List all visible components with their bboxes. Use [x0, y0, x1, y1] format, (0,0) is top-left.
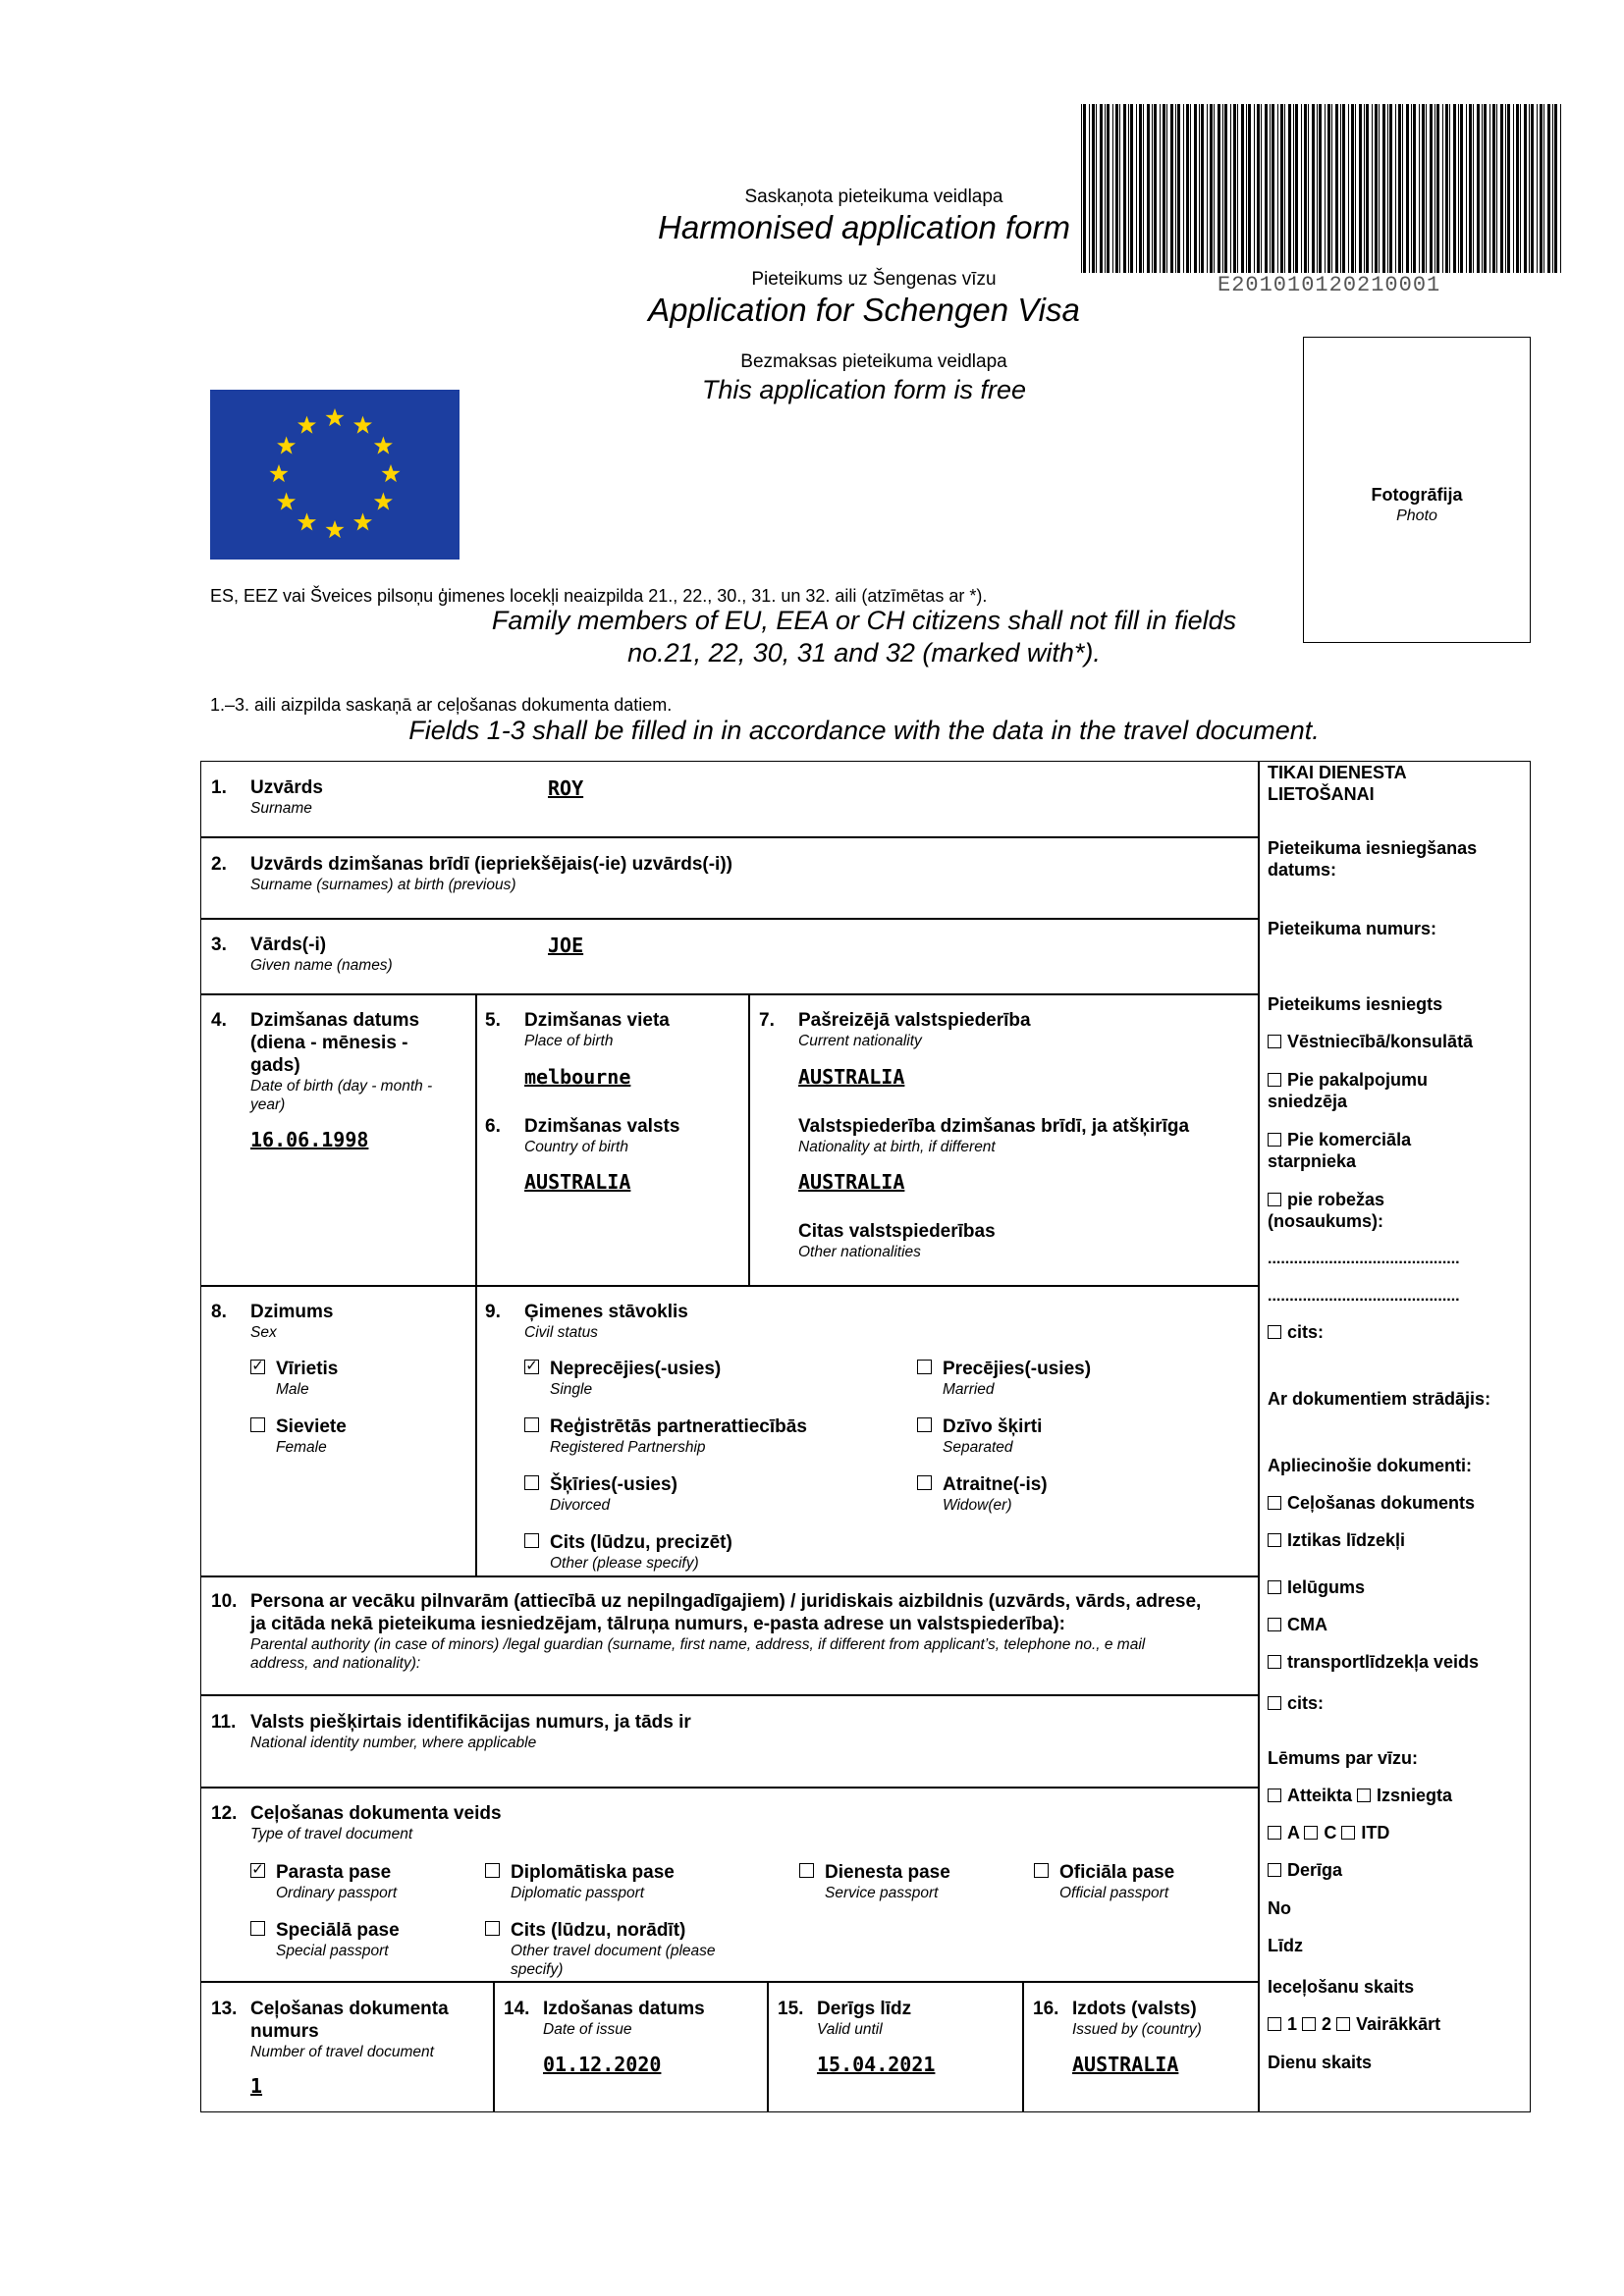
special-passport-checkbox[interactable]: [250, 1921, 265, 1936]
sidebar-transport[interactable]: transportlīdzekļa veids: [1268, 1651, 1479, 1674]
field-11-label: Valsts piešķirtais identifikācijas numurs, ja tāds ir: [250, 1712, 691, 1733]
sidebar-travel-doc[interactable]: Ceļošanas dokuments: [1268, 1492, 1475, 1515]
sidebar-entries: Ieceļošanu skaits: [1268, 1977, 1415, 1997]
field-10-sublabel-2: address, and nationality):: [250, 1655, 421, 1672]
valid-checkbox[interactable]: [1268, 1863, 1281, 1877]
diplomatic-passport-sublabel: Diplomatic passport: [511, 1885, 645, 1901]
sidebar-provider[interactable]: Pie pakalpojumu: [1268, 1069, 1428, 1092]
civil-other-sublabel: Other (please specify): [550, 1555, 699, 1572]
field-5-number: 5.: [485, 1010, 501, 1031]
sidebar-dots-1: ............................................: [1268, 1251, 1460, 1267]
field-15-sublabel: Valid until: [817, 2021, 883, 2038]
field-13-number: 13.: [211, 1999, 238, 2019]
field-14-label: Izdošanas datums: [543, 1999, 705, 2019]
sidebar-supporting: Apliecinošie dokumenti:: [1268, 1456, 1473, 1475]
field-1-number: 1.: [211, 777, 227, 798]
fields-note-lv: 1.–3. aili aizpilda saskaņā ar ceļošanas dokumenta datiem.: [210, 695, 673, 715]
field-4-sublabel-2: year): [250, 1096, 286, 1113]
sidebar-means[interactable]: Iztikas līdzekļi: [1268, 1529, 1405, 1552]
travel-document-number-value[interactable]: 1: [250, 2074, 263, 2098]
field-2-sublabel: Surname (surnames) at birth (previous): [250, 877, 516, 893]
service-passport-label: Dienesta pase: [825, 1862, 950, 1883]
entries-multiple-checkbox[interactable]: [1336, 2017, 1350, 2031]
nationality-at-birth-label: Valstspiederība dzimšanas brīdī, ja atšķirīga: [798, 1116, 1190, 1137]
field-4-number: 4.: [211, 1010, 227, 1031]
single-sublabel: Single: [550, 1381, 593, 1398]
issued-by-value[interactable]: AUSTRALIA: [1072, 2053, 1179, 2076]
surname-value[interactable]: ROY: [548, 776, 584, 800]
sidebar-date-2: datums:: [1268, 860, 1337, 880]
sidebar-handled: Ar dokumentiem strādājis:: [1268, 1389, 1491, 1409]
field-1-label: Uzvārds: [250, 777, 323, 798]
border-checkbox[interactable]: [1268, 1193, 1281, 1206]
civil-other-checkbox[interactable]: [524, 1533, 539, 1548]
other-nationalities-label: Citas valstspiederības: [798, 1221, 996, 1242]
male-sublabel: Male: [276, 1381, 309, 1398]
field-8-sublabel: Sex: [250, 1324, 277, 1341]
female-sublabel: Female: [276, 1439, 327, 1456]
divorced-label: Šķīries(-usies): [550, 1474, 677, 1495]
sidebar-decision-options[interactable]: Atteikta Izsniegta: [1268, 1785, 1452, 1807]
sidebar-intermediary[interactable]: Pie komerciāla: [1268, 1129, 1411, 1151]
field-3-number: 3.: [211, 934, 227, 955]
country-of-birth-value[interactable]: AUSTRALIA: [524, 1170, 631, 1194]
sidebar-dots-2: ............................................: [1268, 1288, 1460, 1305]
ordinary-passport-checkbox[interactable]: ✓: [251, 1861, 264, 1878]
registered-partnership-sublabel: Registered Partnership: [550, 1439, 706, 1456]
transport-checkbox[interactable]: [1268, 1655, 1281, 1669]
single-label: Neprecējies(-usies): [550, 1359, 722, 1379]
widow-sublabel: Widow(er): [943, 1497, 1012, 1514]
field-12-label: Ceļošanas dokumenta veids: [250, 1803, 502, 1824]
photo-label: Fotogrāfija: [1371, 485, 1463, 505]
date-of-issue-value[interactable]: 01.12.2020: [543, 2053, 662, 2076]
field-1-sublabel: Surname: [250, 800, 312, 817]
sidebar-date-1: Pieteikuma iesniegšanas: [1268, 838, 1478, 858]
refused-checkbox[interactable]: [1268, 1789, 1281, 1802]
other-document-sublabel-2: specify): [511, 1961, 564, 1978]
form-grid: [200, 761, 1531, 2112]
photo-sublabel: Photo: [1396, 507, 1437, 524]
ordinary-passport-sublabel: Ordinary passport: [276, 1885, 398, 1901]
field-9-label: Ģimenes stāvoklis: [524, 1302, 688, 1322]
field-4-label-3: gads): [250, 1055, 300, 1076]
official-passport-label: Oficiāla pase: [1059, 1862, 1175, 1883]
sidebar-decision: Lēmums par vīzu:: [1268, 1748, 1419, 1768]
sidebar-valid[interactable]: Derīga: [1268, 1859, 1342, 1882]
sidebar-invitation[interactable]: Ielūgums: [1268, 1576, 1365, 1599]
place-of-birth-value[interactable]: melbourne: [524, 1065, 631, 1089]
invitation-checkbox[interactable]: [1268, 1580, 1281, 1594]
special-passport-label: Speciālā pase: [276, 1920, 400, 1941]
provider-checkbox[interactable]: [1268, 1073, 1281, 1087]
fields-note-en: Fields 1-3 shall be filled in in accordance with the data in the travel document.: [408, 716, 1320, 745]
intermediary-checkbox[interactable]: [1268, 1133, 1281, 1147]
nationality-at-birth-value[interactable]: AUSTRALIA: [798, 1170, 905, 1194]
type-c-checkbox[interactable]: [1304, 1826, 1318, 1840]
sidebar-other-1[interactable]: cits:: [1268, 1321, 1324, 1344]
field-2-number: 2.: [211, 854, 227, 875]
field-10-number: 10.: [211, 1591, 238, 1612]
sidebar-cma[interactable]: CMA: [1268, 1614, 1327, 1636]
nationality-at-birth-sublabel: Nationality at birth, if different: [798, 1139, 996, 1155]
divorced-checkbox[interactable]: [524, 1475, 539, 1490]
valid-until-value[interactable]: 15.04.2021: [817, 2053, 936, 2076]
eu-flag-icon: [210, 390, 460, 560]
date-of-birth-value[interactable]: 16.06.1998: [250, 1128, 369, 1151]
sidebar-provider-2: sniedzēja: [1268, 1092, 1348, 1111]
field-8-label: Dzimums: [250, 1302, 334, 1322]
special-passport-sublabel: Special passport: [276, 1943, 389, 1959]
header-lv3: Bezmaksas pieteikuma veidlapa: [740, 351, 1007, 372]
sidebar-intermediary-2: starpnieka: [1268, 1151, 1357, 1171]
field-4-label-1: Dzimšanas datums: [250, 1010, 420, 1031]
official-passport-checkbox[interactable]: [1034, 1863, 1049, 1878]
field-14-sublabel: Date of issue: [543, 2021, 632, 2038]
header-subtitle: Application for Schengen Visa: [648, 292, 1080, 328]
barcode-number: E201010120210001: [1218, 273, 1441, 297]
field-4-label-2: (diena - mēnesis -: [250, 1033, 408, 1053]
sidebar-other-2[interactable]: cits:: [1268, 1692, 1324, 1715]
field-10-label-2: ja citāda nekā pieteikuma iesniedzējam, tālruņa numurs, e-pasta adrese un valstspiederība):: [250, 1614, 1065, 1634]
male-checkbox[interactable]: ✓: [251, 1358, 264, 1374]
field-13-sublabel: Number of travel document: [250, 2044, 434, 2060]
married-label: Precējies(-usies): [943, 1359, 1092, 1379]
field-7-number: 7.: [759, 1010, 775, 1031]
given-name-value[interactable]: JOE: [548, 934, 584, 957]
married-sublabel: Married: [943, 1381, 995, 1398]
field-11-number: 11.: [211, 1712, 237, 1733]
female-checkbox[interactable]: [250, 1417, 265, 1432]
field-8-number: 8.: [211, 1302, 227, 1322]
field-9-number: 9.: [485, 1302, 501, 1322]
registered-partnership-label: Reģistrētās partnerattiecībās: [550, 1416, 807, 1437]
service-passport-sublabel: Service passport: [825, 1885, 939, 1901]
sidebar-until: Līdz: [1268, 1936, 1303, 1955]
entries-2-checkbox[interactable]: [1302, 2017, 1316, 2031]
current-nationality-value[interactable]: AUSTRALIA: [798, 1065, 905, 1089]
field-5-label: Dzimšanas vieta: [524, 1010, 670, 1031]
field-4-sublabel-1: Date of birth (day - month -: [250, 1078, 433, 1095]
barcode: [1081, 104, 1562, 273]
field-13-label-2: numurs: [250, 2021, 319, 2042]
service-passport-checkbox[interactable]: [799, 1863, 814, 1878]
sidebar-embassy[interactable]: Vēstniecībā/konsulātā: [1268, 1031, 1473, 1053]
means-checkbox[interactable]: [1268, 1533, 1281, 1547]
sidebar-border-2: (nosaukums):: [1268, 1211, 1384, 1231]
separated-label: Dzīvo šķirti: [943, 1416, 1043, 1437]
civil-other-label: Cits (lūdzu, precizēt): [550, 1532, 732, 1553]
issued-checkbox[interactable]: [1357, 1789, 1371, 1802]
field-6-sublabel: Country of birth: [524, 1139, 628, 1155]
photo-box: [1303, 337, 1531, 643]
sidebar-entries-options[interactable]: 1 2 Vairākkārt: [1268, 2013, 1440, 2036]
field-14-number: 14.: [504, 1999, 530, 2019]
header-free: This application form is free: [701, 375, 1027, 404]
field-12-sublabel: Type of travel document: [250, 1826, 413, 1842]
field-10-sublabel-1: Parental authority (in case of minors) /legal guardian (surname, first name, address, if different from applicant’s, telephone no., e mail: [250, 1636, 1146, 1653]
sidebar-application-number: Pieteikuma numurs:: [1268, 919, 1437, 938]
field-15-number: 15.: [778, 1999, 804, 2019]
travel-doc-checkbox[interactable]: [1268, 1496, 1281, 1510]
type-itd-checkbox[interactable]: [1341, 1826, 1355, 1840]
diplomatic-passport-checkbox[interactable]: [485, 1863, 500, 1878]
field-13-label-1: Ceļošanas dokumenta: [250, 1999, 449, 2019]
widow-checkbox[interactable]: [917, 1475, 932, 1490]
field-6-label: Dzimšanas valsts: [524, 1116, 680, 1137]
field-7-sublabel: Current nationality: [798, 1033, 922, 1049]
field-9-sublabel: Civil status: [524, 1324, 598, 1341]
field-5-sublabel: Place of birth: [524, 1033, 614, 1049]
field-2-label: Uzvārds dzimšanas brīdī (iepriekšējais(-ie) uzvārds(-i)): [250, 854, 732, 875]
field-7-label: Pašreizējā valstspiederība: [798, 1010, 1031, 1031]
sidebar-from: No: [1268, 1898, 1291, 1918]
registered-partnership-checkbox[interactable]: [524, 1417, 539, 1432]
ordinary-passport-label: Parasta pase: [276, 1862, 392, 1883]
field-3-label: Vārds(-i): [250, 934, 327, 955]
field-16-label: Izdots (valsts): [1072, 1999, 1197, 2019]
other-document-sublabel-1: Other travel document (please: [511, 1943, 716, 1959]
embassy-checkbox[interactable]: [1268, 1035, 1281, 1048]
sidebar-days: Dienu skaits: [1268, 2053, 1373, 2072]
other-nationalities-sublabel: Other nationalities: [798, 1244, 921, 1260]
field-12-number: 12.: [211, 1803, 238, 1824]
field-6-number: 6.: [485, 1116, 501, 1137]
header-title: Harmonised application form: [657, 209, 1071, 245]
divorced-sublabel: Divorced: [550, 1497, 611, 1514]
male-label: Vīrietis: [276, 1359, 339, 1379]
sidebar-title-1: TIKAI DIENESTA: [1268, 763, 1407, 782]
header-lv1: Saskaņota pieteikuma veidlapa: [744, 187, 1003, 207]
official-passport-sublabel: Official passport: [1059, 1885, 1169, 1901]
married-checkbox[interactable]: [917, 1360, 932, 1374]
field-11-sublabel: National identity number, where applicable: [250, 1735, 537, 1751]
sidebar-visa-type[interactable]: A C ITD: [1268, 1822, 1389, 1844]
family-note-en1: Family members of EU, EEA or CH citizens shall not fill in fields: [491, 606, 1237, 635]
diplomatic-passport-label: Diplomātiska pase: [511, 1862, 675, 1883]
sidebar-submitted: Pieteikums iesniegts: [1268, 994, 1443, 1014]
separated-sublabel: Separated: [943, 1439, 1013, 1456]
other-document-label: Cits (lūdzu, norādīt): [511, 1920, 686, 1941]
family-note-lv: ES, EEZ vai Šveices pilsoņu ģimenes locekļi neaizpilda 21., 22., 30., 31. un 32. aili (atzīmētas ar *).: [210, 586, 988, 606]
family-note-en2: no.21, 22, 30, 31 and 32 (marked with*).: [627, 638, 1101, 667]
field-10-label-1: Persona ar vecāku pilnvarām (attiecībā uz nepilngadīgajiem) / juridiskais aizbildnis (uzvārds, vārds, adrese,: [250, 1591, 1202, 1612]
sidebar-title-2: LIETOŠANAI: [1268, 784, 1375, 804]
field-16-number: 16.: [1033, 1999, 1059, 2019]
field-15-label: Derīgs līdz: [817, 1999, 912, 2019]
widow-label: Atraitne(-is): [943, 1474, 1048, 1495]
other-1-checkbox[interactable]: [1268, 1325, 1281, 1339]
other-2-checkbox[interactable]: [1268, 1696, 1281, 1710]
entries-1-checkbox[interactable]: [1268, 2017, 1281, 2031]
type-a-checkbox[interactable]: [1268, 1826, 1281, 1840]
separated-checkbox[interactable]: [917, 1417, 932, 1432]
cma-checkbox[interactable]: [1268, 1618, 1281, 1631]
field-16-sublabel: Issued by (country): [1072, 2021, 1202, 2038]
female-label: Sieviete: [276, 1416, 347, 1437]
sidebar-border[interactable]: pie robežas: [1268, 1189, 1384, 1211]
field-3-sublabel: Given name (names): [250, 957, 393, 974]
other-document-checkbox[interactable]: [485, 1921, 500, 1936]
header-lv2: Pieteikums uz Šengenas vīzu: [751, 269, 997, 290]
single-checkbox[interactable]: ✓: [525, 1358, 538, 1374]
